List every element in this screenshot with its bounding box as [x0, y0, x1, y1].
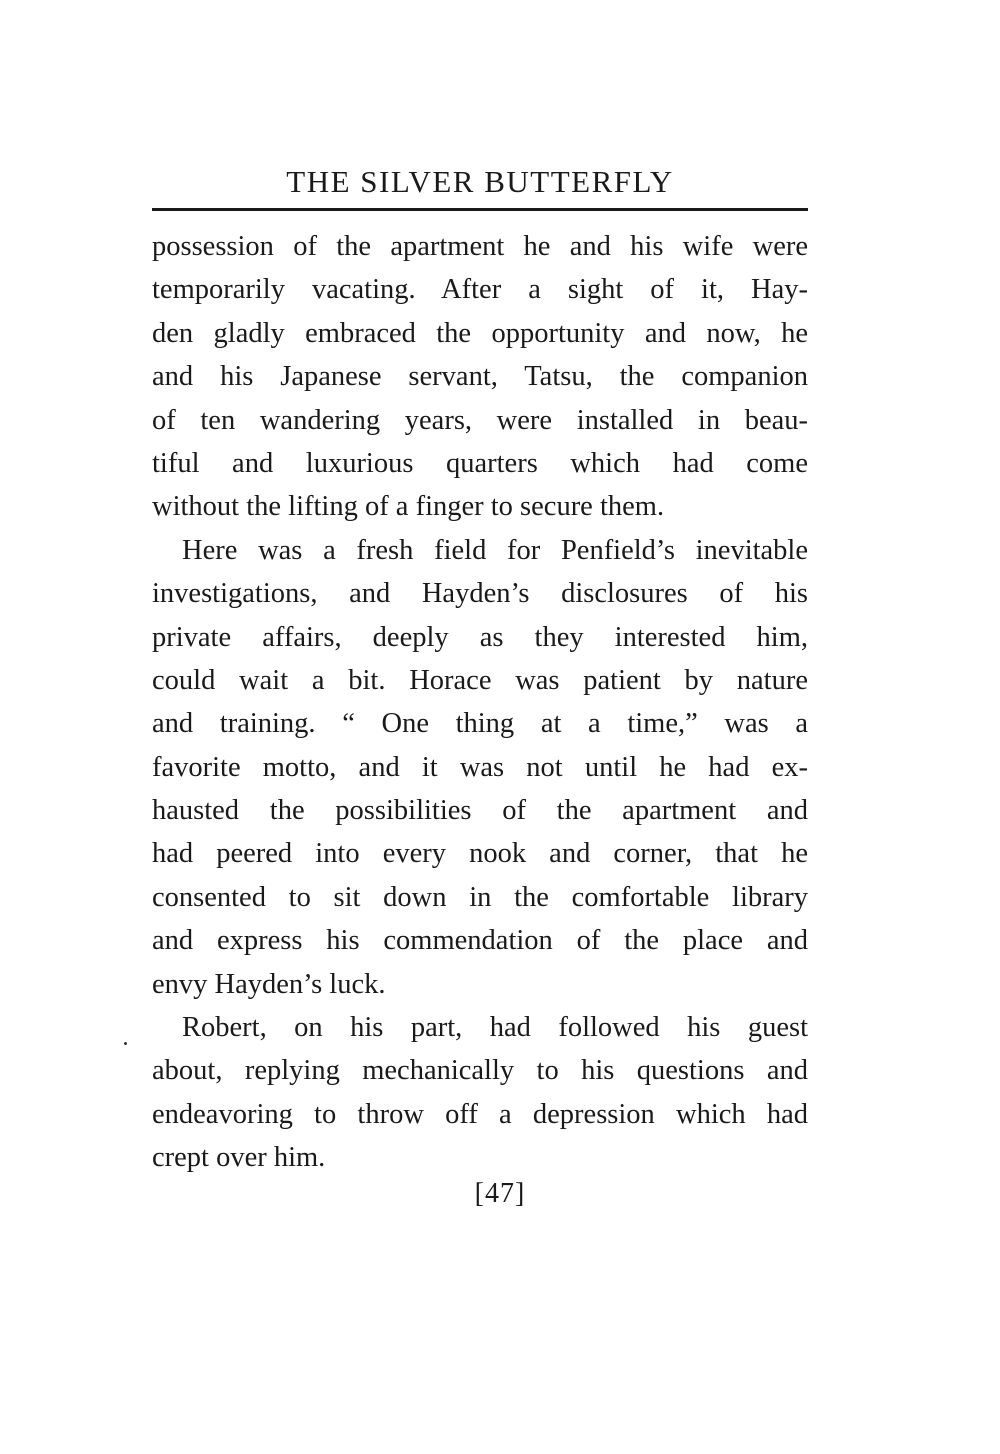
text-line: of ten wandering years, were installed in beau-	[152, 404, 808, 436]
text-line: had peered into every nook and corner, that he	[152, 838, 808, 870]
text-line: Robert, on his part, had followed his guest	[182, 1012, 808, 1044]
text-line: temporarily vacating. After a sight of it, Hay-	[152, 274, 808, 306]
text-line: envy Hayden’s luck.	[152, 968, 386, 1000]
text-line: without the lifting of a finger to secure them.	[152, 491, 665, 523]
text-line: investigations, and Hayden’s disclosures of his	[152, 578, 808, 610]
paragraph-3	[152, 1006, 808, 1180]
text-line: den gladly embraced the opportunity and now, he	[152, 317, 808, 349]
text-line: Here was a fresh field for Penfield’s inevitable	[182, 534, 808, 566]
text-line: and express his commendation of the place and	[152, 925, 808, 957]
text-line: and his Japanese servant, Tatsu, the companion	[152, 361, 808, 393]
text-line: favorite motto, and it was not until he had ex-	[152, 751, 808, 783]
running-head: THE SILVER BUTTERFLY	[286, 164, 674, 199]
body-text	[152, 225, 808, 1180]
text-line: consented to sit down in the comfortable library	[152, 881, 808, 913]
page-number: [47]	[474, 1178, 526, 1209]
text-line: crept over him.	[152, 1142, 326, 1174]
text-line: possession of the apartment he and his wife were	[152, 231, 808, 262]
text-line: and training. “ One thing at a time,” was a	[152, 708, 808, 740]
text-line: endeavoring to throw off a depression which had	[152, 1098, 808, 1130]
header-rule	[152, 208, 808, 211]
print-speck	[124, 1042, 127, 1045]
text-line: could wait a bit. Horace was patient by nature	[152, 664, 808, 696]
book-page	[152, 160, 808, 1180]
paragraph-2	[152, 529, 808, 1006]
text-line: hausted the possibilities of the apartment and	[152, 795, 808, 827]
text-line: about, replying mechanically to his questions and	[152, 1055, 808, 1087]
text-line: tiful and luxurious quarters which had come	[152, 447, 808, 479]
text-line: private affairs, deeply as they interested him,	[152, 621, 808, 653]
paragraph-1	[152, 225, 808, 529]
